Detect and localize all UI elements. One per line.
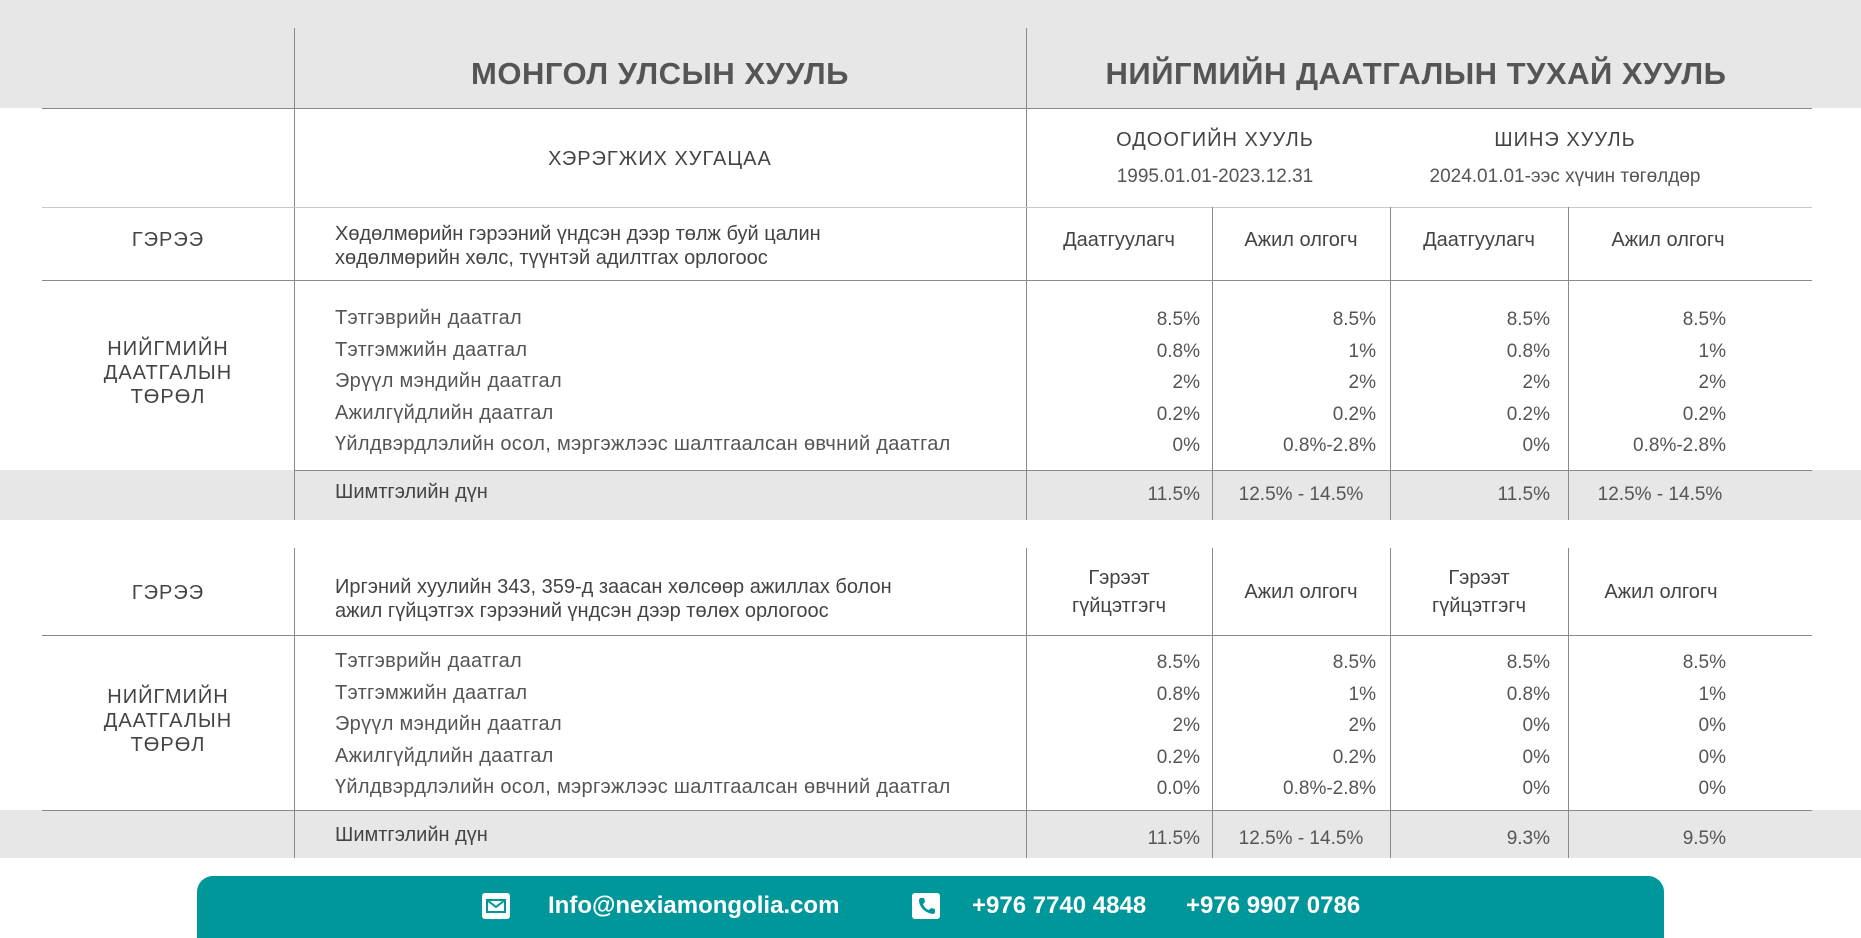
insurance-type-name: Эрүүл мэндийн даатгал (335, 713, 562, 735)
insurance-type-label-line: НИЙГМИЙН (107, 686, 229, 708)
total-value: 11.5% (1497, 484, 1550, 505)
law-social-title: НИЙГМИЙН ДААТГАЛЫН ТУХАЙ ХУУЛЬ (1105, 56, 1727, 91)
insurance-type-label (42, 337, 294, 409)
column-header: Ажил олгогч (1244, 581, 1358, 603)
total-label: Шимтгэлийн дүн (335, 481, 488, 503)
rate-value: 0.8%-2.8% (1283, 778, 1376, 799)
rate-value: 1% (1348, 683, 1376, 705)
rate-value: 0.8% (1156, 683, 1200, 705)
insurance-type-name: Тэтгэмжийн даатгал (335, 681, 528, 704)
rate-value: 8.5% (1332, 652, 1376, 673)
insurance-type-name: Ажилгүйдлийн даатгал (335, 744, 554, 767)
contract-description-line: хөдөлмөрийн хөлс, түүнтэй адилтгах орлогоос (335, 247, 768, 269)
rate-value: 8.5% (1156, 309, 1200, 330)
rate-value: 0.2% (1332, 746, 1376, 768)
rate-value: 0% (1698, 746, 1726, 768)
column-header (1390, 564, 1568, 620)
column-header: Ажил олгогч (1604, 581, 1718, 603)
contract-label: ГЭРЭЭ (131, 229, 205, 251)
rate-value: 0% (1172, 435, 1200, 456)
total-value: 11.5% (1147, 828, 1200, 849)
insurance-type-name: Ажилгүйдлийн даатгал (335, 401, 554, 424)
divider (294, 470, 295, 520)
rate-value: 1% (1698, 340, 1726, 362)
contract-description-line: Хөдөлмөрийн гэрээний үндсэн дээр төлж буй цалин (335, 223, 821, 245)
rate-value: 8.5% (1506, 652, 1550, 673)
rate-value: 8.5% (1332, 309, 1376, 330)
phone-link-2[interactable]: +976 9907 0786 (1186, 892, 1361, 919)
phone-icon (912, 893, 940, 919)
rate-value: 0.2% (1332, 403, 1376, 425)
rate-value: 0.8%-2.8% (1633, 435, 1726, 456)
rate-value: 0% (1522, 435, 1550, 456)
column-header-line: Гэрээт (1088, 567, 1150, 589)
insurance-type-name: Үйлдвэрдлэлийн осол, мэргэжлээс шалтгаалсан өвчний даатгал (335, 433, 951, 455)
insurance-type-name: Тэтгэврийн даатгал (335, 650, 523, 672)
divider (294, 470, 1812, 471)
law-mongolia-title: МОНГОЛ УЛСЫН ХУУЛЬ (471, 56, 849, 91)
column-header-line: Гэрээт (1448, 567, 1510, 589)
insurance-type-name: Үйлдвэрдлэлийн осол, мэргэжлээс шалтгаалсан өвчний даатгал (335, 776, 951, 798)
contract-description (335, 575, 1015, 623)
divider (294, 28, 295, 520)
rate-value: 0.8%-2.8% (1283, 435, 1376, 456)
rate-value: 0.2% (1682, 403, 1726, 425)
current-law-dates: 1995.01.01-2023.12.31 (1116, 166, 1314, 187)
period-label: ХЭРЭГЖИХ ХУГАЦАА (548, 148, 772, 170)
current-law-label: ОДООГИЙН ХУУЛЬ (1116, 129, 1314, 151)
contract-description-line: Иргэний хуулийн 343, 359-д заасан хөлсөөр ажиллах болон (335, 576, 892, 598)
column-header-line: гүйцэтгэгч (1431, 595, 1527, 617)
insurance-type-label-line: ТӨРӨЛ (130, 734, 206, 756)
column-header: Ажил олгогч (1244, 229, 1358, 251)
rate-value: 2% (1348, 715, 1376, 736)
rate-value: 0% (1522, 778, 1550, 799)
contract-description (335, 222, 1015, 270)
rate-value: 0.2% (1506, 403, 1550, 425)
phone-icon (912, 893, 940, 919)
rate-value: 2% (1698, 372, 1726, 393)
rate-value: 2% (1522, 372, 1550, 393)
rate-value: 2% (1172, 372, 1200, 393)
envelope-icon (482, 893, 510, 919)
rate-value: 8.5% (1682, 652, 1726, 673)
contract-label: ГЭРЭЭ (131, 582, 205, 604)
rate-value: 2% (1172, 715, 1200, 736)
rate-value: 0.8% (1506, 340, 1550, 362)
insurance-type-label-line: ТӨРӨЛ (130, 386, 206, 408)
rate-value: 0.2% (1156, 403, 1200, 425)
total-value: 12.5% - 14.5% (1597, 484, 1723, 505)
insurance-type-label-line: ДААТГАЛЫН (103, 710, 233, 732)
divider (42, 207, 1812, 208)
rate-value: 1% (1698, 683, 1726, 705)
column-header: Даатгуулагч (1063, 229, 1175, 251)
total-value: 9.3% (1506, 828, 1550, 849)
divider (42, 108, 1812, 109)
column-header (1026, 564, 1212, 620)
total-value: 12.5% - 14.5% (1238, 828, 1364, 849)
column-header: Даатгуулагч (1423, 229, 1535, 251)
divider (42, 810, 1812, 811)
insurance-type-name: Эрүүл мэндийн даатгал (335, 370, 562, 392)
envelope-icon (482, 893, 510, 919)
rate-value: 0% (1522, 746, 1550, 768)
rate-value: 8.5% (1506, 309, 1550, 330)
insurance-type-label (42, 685, 294, 757)
rate-value: 0.2% (1156, 746, 1200, 768)
total-value: 9.5% (1682, 828, 1726, 849)
rate-value: 8.5% (1682, 309, 1726, 330)
insurance-type-name: Тэтгэмжийн даатгал (335, 338, 528, 361)
insurance-type-label-line: НИЙГМИЙН (107, 338, 229, 360)
rate-value: 0.0% (1156, 778, 1200, 799)
total-value: 11.5% (1147, 484, 1200, 505)
column-header: Ажил олгогч (1611, 229, 1725, 251)
divider (42, 635, 1812, 636)
divider (294, 810, 295, 858)
rate-value: 0.8% (1506, 683, 1550, 705)
rate-value: 1% (1348, 340, 1376, 362)
new-law-dates: 2024.01.01-ээс хүчин төгөлдөр (1429, 166, 1701, 187)
rate-value: 2% (1348, 372, 1376, 393)
total-value: 12.5% - 14.5% (1238, 484, 1364, 505)
rate-value: 0% (1522, 715, 1550, 736)
rate-value: 0% (1698, 778, 1726, 799)
rate-value: 0% (1698, 715, 1726, 736)
new-law-label: ШИНЭ ХУУЛЬ (1494, 129, 1636, 151)
total-label: Шимтгэлийн дүн (335, 824, 488, 846)
insurance-type-name: Тэтгэврийн даатгал (335, 307, 523, 329)
divider (42, 280, 1812, 281)
contract-description-line: ажил гүйцэтгэх гэрээний үндсэн дээр төлөх орлогоос (335, 600, 829, 622)
insurance-type-label-line: ДААТГАЛЫН (103, 362, 233, 384)
phone-link-1[interactable]: +976 7740 4848 (972, 892, 1147, 919)
rate-value: 0.8% (1156, 340, 1200, 362)
email-link[interactable]: Info@nexiamongolia.com (548, 892, 840, 919)
column-header-line: гүйцэтгэгч (1071, 595, 1167, 617)
rate-value: 8.5% (1156, 652, 1200, 673)
